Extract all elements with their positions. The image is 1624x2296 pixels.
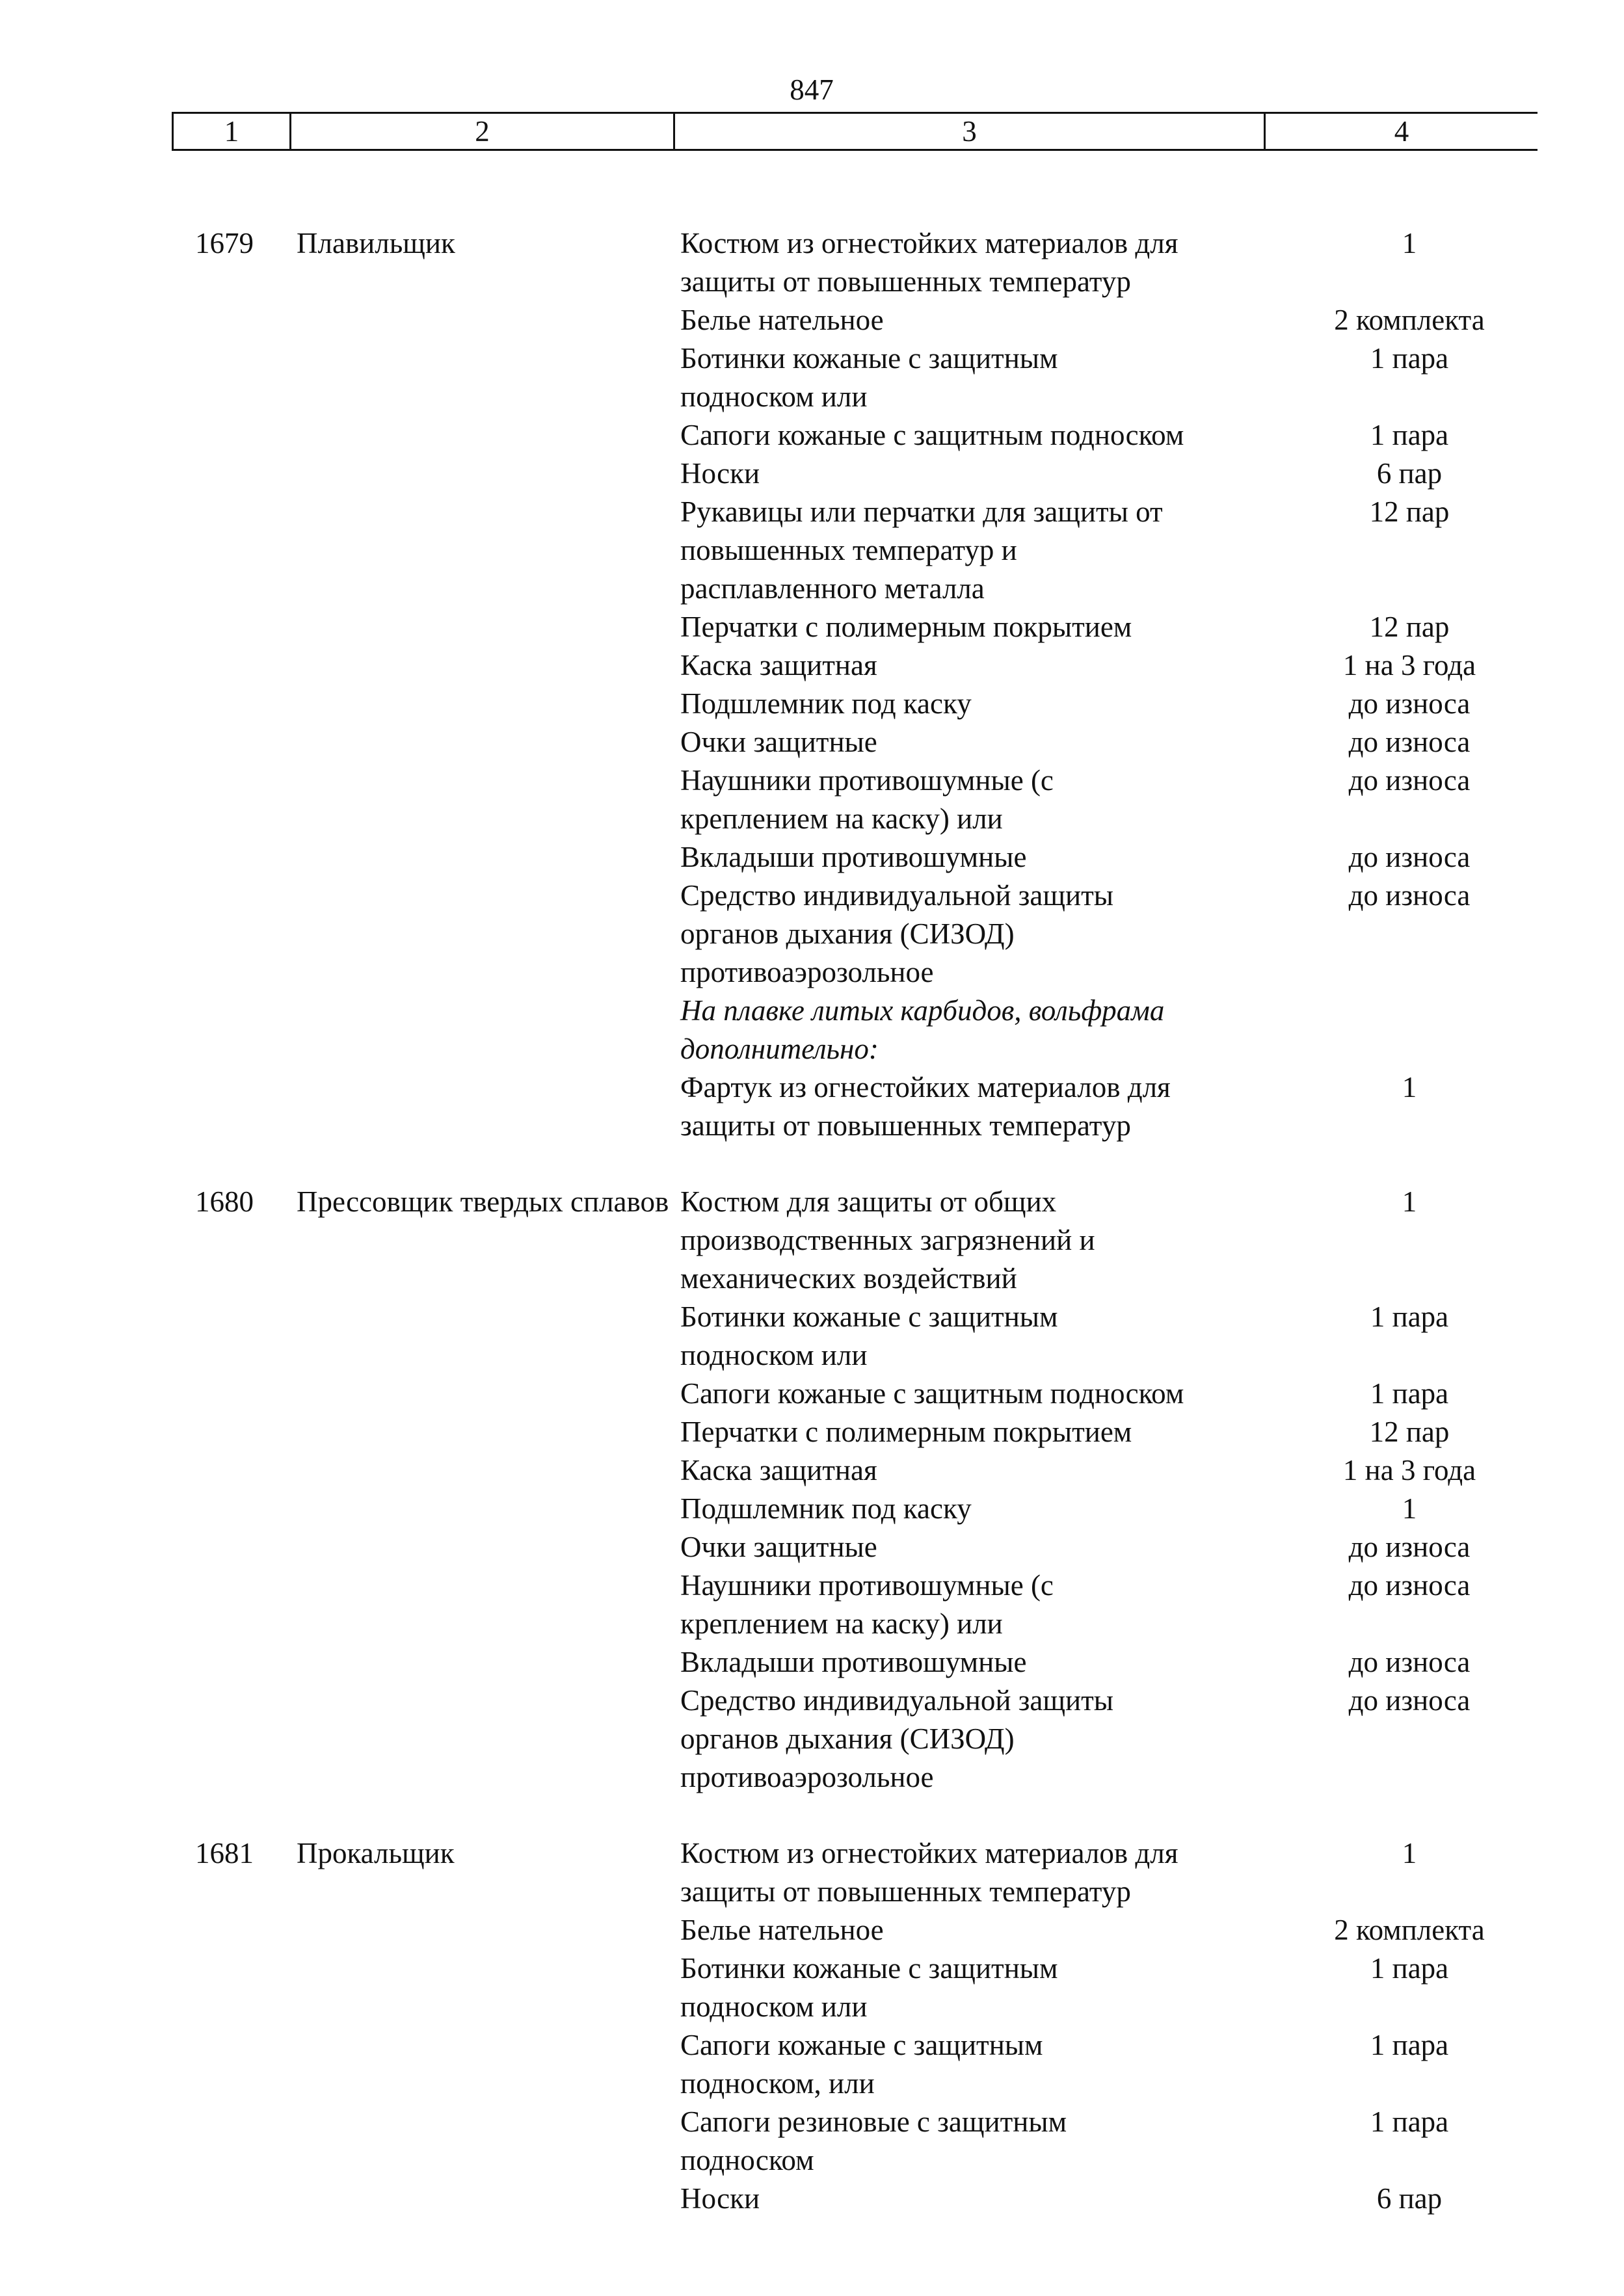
ppe-item (680, 838, 1487, 877)
item-name: Сапоги кожаные с защитным подноском, или (680, 2029, 1043, 2100)
item-quantity: 2 комплекта (1334, 304, 1485, 336)
item-name: Наушники противошумные (с креплением на каску) или (680, 1569, 1054, 1640)
item-name: Перчатки с полимерным покрытием (680, 1416, 1132, 1448)
ppe-item-list (680, 1834, 1487, 2218)
item-quantity: 1 пара (1370, 1377, 1449, 1410)
item-quantity: 6 пар (1376, 457, 1443, 490)
item-quantity: до износа (1348, 1646, 1471, 1678)
item-name: Ботинки кожаные с защитным подноском или (680, 342, 1058, 413)
item-quantity: до износа (1348, 1569, 1471, 1602)
entry-number: 1680 (195, 1185, 254, 1218)
item-quantity: до износа (1348, 841, 1471, 873)
item-quantity: 2 комплекта (1334, 1914, 1485, 1946)
ppe-item (680, 1643, 1487, 1682)
ppe-item-list (680, 1183, 1487, 1797)
item-name: Средство индивидуальной защиты органов дыхания (СИЗОД) противоаэрозольное (680, 1684, 1114, 1793)
item-quantity: 1 пара (1370, 342, 1449, 375)
item-quantity: 12 пар (1369, 495, 1450, 528)
item-name: Каска защитная (680, 649, 877, 681)
item-name: Костюм из огнестойких материалов для защиты от повышенных температур (680, 1837, 1178, 1908)
item-name: Фартук из огнестойких материалов для защиты от повышенных температур (680, 1071, 1171, 1142)
ppe-item (680, 301, 1487, 339)
table-body (172, 224, 1537, 2256)
item-quantity: до износа (1348, 764, 1471, 797)
ppe-item (680, 877, 1487, 992)
entry-number: 1679 (195, 227, 254, 259)
item-name: Носки (680, 2182, 760, 2215)
ppe-item (680, 493, 1487, 608)
item-quantity: 12 пар (1369, 1416, 1450, 1448)
item-quantity (1331, 992, 1487, 1068)
item-name: Костюм для защиты от общих производственных загрязнений и механических воздействий (680, 1185, 1095, 1295)
ppe-item (680, 1298, 1487, 1375)
item-name: Сапоги резиновые с защитным подноском (680, 2105, 1067, 2176)
item-quantity: 1 пара (1370, 419, 1449, 451)
entry-row (172, 224, 1537, 1145)
ppe-item (680, 1413, 1487, 1451)
item-quantity: до износа (1348, 1531, 1471, 1563)
page-number: 847 (790, 73, 834, 106)
ppe-item (680, 1183, 1487, 1298)
item-name: Очки защитные (680, 726, 877, 758)
entry-number: 1681 (195, 1837, 254, 1869)
item-quantity: до износа (1348, 726, 1471, 758)
item-name: Подшлемник под каску (680, 1492, 972, 1525)
ppe-item (680, 339, 1487, 416)
item-quantity: 1 пара (1370, 2105, 1449, 2138)
item-name: Перчатки с полимерным покрытием (680, 611, 1132, 643)
ppe-item (680, 1451, 1487, 1490)
item-name: Сапоги кожаные с защитным подноском (680, 1377, 1184, 1410)
item-name: Вкладыши противошумные (680, 1646, 1027, 1678)
item-quantity: 1 (1402, 1837, 1417, 1869)
ppe-item (680, 1949, 1487, 2026)
item-quantity: 1 на 3 года (1342, 649, 1476, 681)
ppe-item (680, 1375, 1487, 1413)
item-quantity: 1 (1402, 1071, 1417, 1103)
item-name: Белье нательное (680, 304, 884, 336)
item-quantity: до износа (1348, 687, 1471, 720)
ppe-item (680, 2026, 1487, 2103)
column-header-2: 2 (291, 114, 675, 149)
ppe-item (680, 2103, 1487, 2180)
column-header-row (172, 112, 1537, 151)
item-name: Сапоги кожаные с защитным подноском (680, 419, 1184, 451)
ppe-item (680, 416, 1487, 455)
ppe-item-list (680, 224, 1487, 1145)
column-header-4: 4 (1394, 115, 1409, 148)
entry-row (172, 1834, 1537, 2218)
item-note: На плавке литых карбидов, вольфрама дополнительно: (680, 994, 1165, 1065)
ppe-item (680, 1068, 1487, 1145)
ppe-item (680, 685, 1487, 723)
item-quantity: 1 пара (1370, 2029, 1449, 2061)
ppe-item (680, 992, 1487, 1068)
item-quantity: 1 (1402, 227, 1417, 259)
item-quantity: 6 пар (1376, 2182, 1443, 2215)
ppe-item (680, 455, 1487, 493)
ppe-item (680, 608, 1487, 646)
item-name: Ботинки кожаные с защитным подноском или (680, 1300, 1058, 1371)
ppe-item (680, 1490, 1487, 1528)
item-name: Рукавицы или перчатки для защиты от повышенных температур и расплавленного металла (680, 495, 1163, 605)
ppe-item (680, 723, 1487, 761)
item-name: Ботинки кожаные с защитным подноском или (680, 1952, 1058, 2023)
ppe-item (680, 1834, 1487, 1911)
item-quantity: 1 (1402, 1185, 1417, 1218)
entry-row (172, 1183, 1537, 1797)
ppe-item (680, 2180, 1487, 2218)
ppe-item (680, 1528, 1487, 1566)
item-quantity: 12 пар (1369, 611, 1450, 643)
item-quantity: 1 на 3 года (1342, 1454, 1476, 1486)
item-name: Каска защитная (680, 1454, 877, 1486)
item-name: Наушники противошумные (с креплением на каску) или (680, 764, 1054, 835)
item-quantity: до износа (1348, 1684, 1471, 1717)
item-name: Носки (680, 457, 760, 490)
item-quantity: до износа (1348, 879, 1471, 912)
item-name: Белье нательное (680, 1914, 884, 1946)
item-quantity: 1 пара (1370, 1300, 1449, 1333)
column-header-1: 1 (174, 114, 291, 149)
profession-name: Прокальщик (297, 1837, 455, 1869)
item-name: Подшлемник под каску (680, 687, 972, 720)
profession-name: Плавильщик (297, 227, 455, 259)
ppe-item (680, 1911, 1487, 1949)
ppe-item (680, 646, 1487, 685)
ppe-item (680, 224, 1487, 301)
item-name: Средство индивидуальной защиты органов дыхания (СИЗОД) противоаэрозольное (680, 879, 1114, 988)
item-name: Очки защитные (680, 1531, 877, 1563)
ppe-item (680, 761, 1487, 838)
column-header-3: 3 (675, 114, 1266, 149)
ppe-item (680, 1566, 1487, 1643)
item-quantity: 1 пара (1370, 1952, 1449, 1985)
item-name: Костюм из огнестойких материалов для защиты от повышенных температур (680, 227, 1178, 298)
profession-name: Прессовщик твердых сплавов (297, 1185, 669, 1218)
item-quantity: 1 (1402, 1492, 1417, 1525)
ppe-item (680, 1682, 1487, 1797)
item-name: Вкладыши противошумные (680, 841, 1027, 873)
